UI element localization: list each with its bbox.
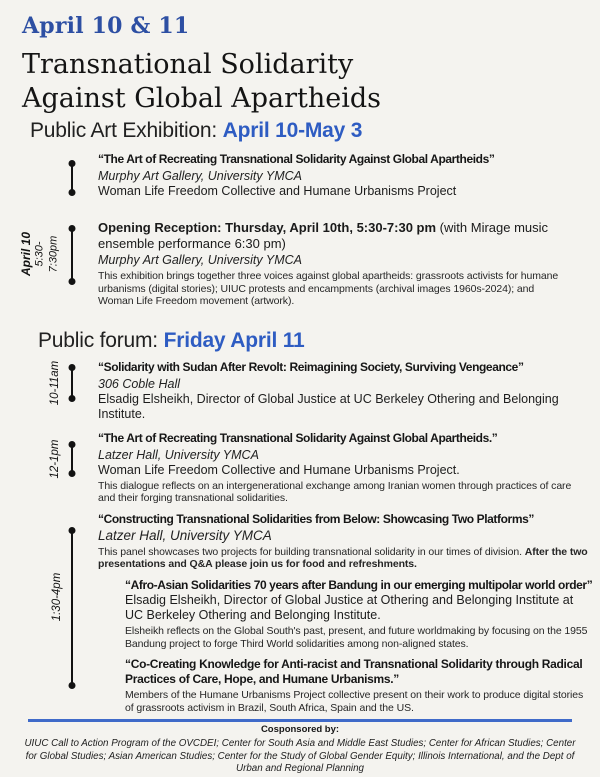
forum-section-heading (38, 329, 305, 353)
event-venue: 306 Coble Hall (98, 376, 180, 391)
forum-event-sudan (98, 360, 578, 422)
event-title (98, 220, 564, 252)
event-presenters: Woman Life Freedom Collective and Humane Urbanisms Project (98, 183, 457, 198)
event-description (98, 546, 592, 571)
event-venue: Latzer Hall, University YMCA (98, 527, 272, 543)
timeline-connector (71, 530, 74, 686)
timeline-connector (71, 444, 74, 474)
sub-event-afro-asian (125, 578, 592, 651)
exhibition-section-heading (30, 119, 362, 143)
poster-date-range: April 10 & 11 (22, 13, 190, 39)
event-presenters: Elsadig Elsheikh, Director of Global Justice at UC Berkeley Othering and Belonging Institute. (98, 391, 559, 421)
forum-heading-dates: Friday April 11 (163, 329, 305, 352)
side-label-time: 5:30-7:30pm (33, 235, 59, 273)
side-label-time: 10-11am (49, 360, 61, 406)
event-description-bold: After the two presentations and Q&A please join us for food and refreshments. (98, 545, 588, 570)
side-label-time: 1:30-4pm (51, 572, 63, 622)
sponsors-list: UIUC Call to Action Program of the OVCDEI; Center for South Asia and Middle East Studies; Center for African Studies; Center for Global Studies; Asian American Studies; Center for the Study of Global Gender Equity; Illinois International, and the Dept of Urban and Regional Planning (24, 738, 576, 774)
timeline-connector (71, 228, 74, 282)
side-label-time: 12-1pm (49, 439, 61, 479)
event-title: “Constructing Transnational Solidarities from Below: Showcasing Two Platforms” (98, 512, 534, 526)
exhibition-event-opening-reception (98, 220, 564, 308)
exhibition-heading-label: Public Art Exhibition: (30, 119, 223, 142)
poster-title (22, 48, 381, 116)
event-presenters: Woman Life Freedom Collective and Humane Urbanisms Project. (98, 462, 460, 477)
event-venue: Murphy Art Gallery, University YMCA (98, 253, 302, 267)
side-label-date: April 10 (19, 231, 33, 277)
event-title: “Solidarity with Sudan After Revolt: Reimagining Society, Surviving Vengeance” (98, 360, 524, 374)
exhibition-event-art (98, 152, 576, 199)
sub-event-description: Elsheikh reflects on the Global South's past, present, and future worldmaking by focusing on the 1955 Bandung project to forge Third World solidarities among non-aligned states. (125, 625, 588, 650)
sub-event-presenters: Elsadig Elsheikh, Director of Global Justice at Othering and Belonging Institute at UC Berkeley Othering and Belonging Institute. (125, 593, 574, 622)
sub-event-title: “Afro-Asian Solidarities 70 years after Bandung in our emerging multipolar world order” (125, 577, 593, 592)
forum-event-platforms-panel (98, 512, 592, 714)
sub-event-co-creating (125, 657, 592, 714)
poster-title-line1: Transnational Solidarity (22, 49, 354, 80)
event-title: “The Art of Recreating Transnational Solidarity Against Global Apartheids.” (98, 431, 498, 445)
event-title-regular: (with Mirage music ensemble performance 6:30 pm) (98, 220, 549, 251)
footer-divider (28, 719, 572, 722)
sub-event-title: “Co-Creating Knowledge for Anti-racist and Transnational Solidarity through Radical Practices of Care, Hope, and Humane Urbanisms.” (125, 657, 583, 686)
event-venue: Murphy Art Gallery, University YMCA (98, 168, 302, 183)
exhibition-heading-dates: April 10-May 3 (222, 119, 363, 142)
timeline-connector (71, 367, 74, 399)
forum-heading-label: Public forum: (38, 329, 164, 352)
cosponsored-by-label: Cosponsored by: (260, 724, 340, 735)
event-description: This dialogue reflects on an intergenerational exchange among Iranian women through practices of care and their forging transnational solidarities. (98, 479, 572, 504)
event-title: “The Art of Recreating Transnational Solidarity Against Global Apartheids” (98, 152, 495, 166)
sub-event-description: Members of the Humane Urbanisms Project collective present on their work to produce digital stories of grassroots activism in Brazil, South Africa, Spain and the US. (125, 689, 584, 714)
event-title-bold: Opening Reception: Thursday, April 10th, 5:30-7:30 pm (98, 220, 437, 235)
event-venue: Latzer Hall, University YMCA (98, 447, 259, 462)
timeline-connector (71, 163, 74, 193)
forum-event-art-dialogue (98, 431, 582, 505)
event-description: This exhibition brings together three voices against global apartheids: grassroots activists for humane urbanisms (digital stories); UIUC protests and encampments (archival images 1960s-2024); and Woman Life Freedom movement (artwork). (98, 270, 559, 307)
event-description-regular: This panel showcases two projects for building transnational solidarity in our times of division. (98, 545, 525, 558)
poster-title-line2: Against Global Apartheids (22, 83, 382, 114)
